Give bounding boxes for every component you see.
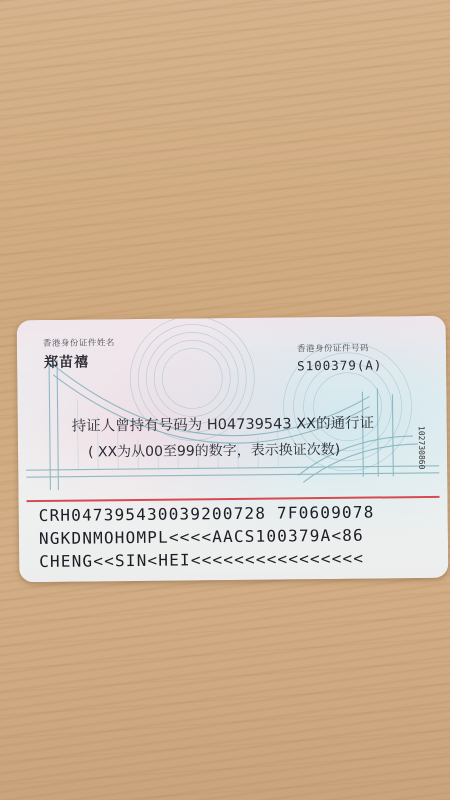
notice-line-2: ( XX为从00至99的数字，表示换证次数) (87, 441, 341, 461)
notice-line-1: 持证人曾持有号码为 H04739543 XX的通行证 (71, 415, 375, 435)
name-label: 香港身份证件姓名 (42, 338, 115, 349)
mrz-line-3: CHENG<<SIN<HEI<<<<<<<<<<<<<<<< (39, 548, 365, 572)
mrz-line-2: NGKDNMOHOMPL<<<<AACS100379A<86 (38, 525, 364, 549)
mrz-line-1: CRH047395430039200728 7F0609078 (38, 502, 375, 526)
travel-permit-card (17, 316, 449, 582)
holder-name: 郑苗禧 (44, 354, 90, 371)
id-number-label: 香港身份证件号码 (296, 343, 370, 355)
serial-number: 102730860 (416, 425, 427, 470)
id-number: S100379(A) (297, 357, 383, 374)
